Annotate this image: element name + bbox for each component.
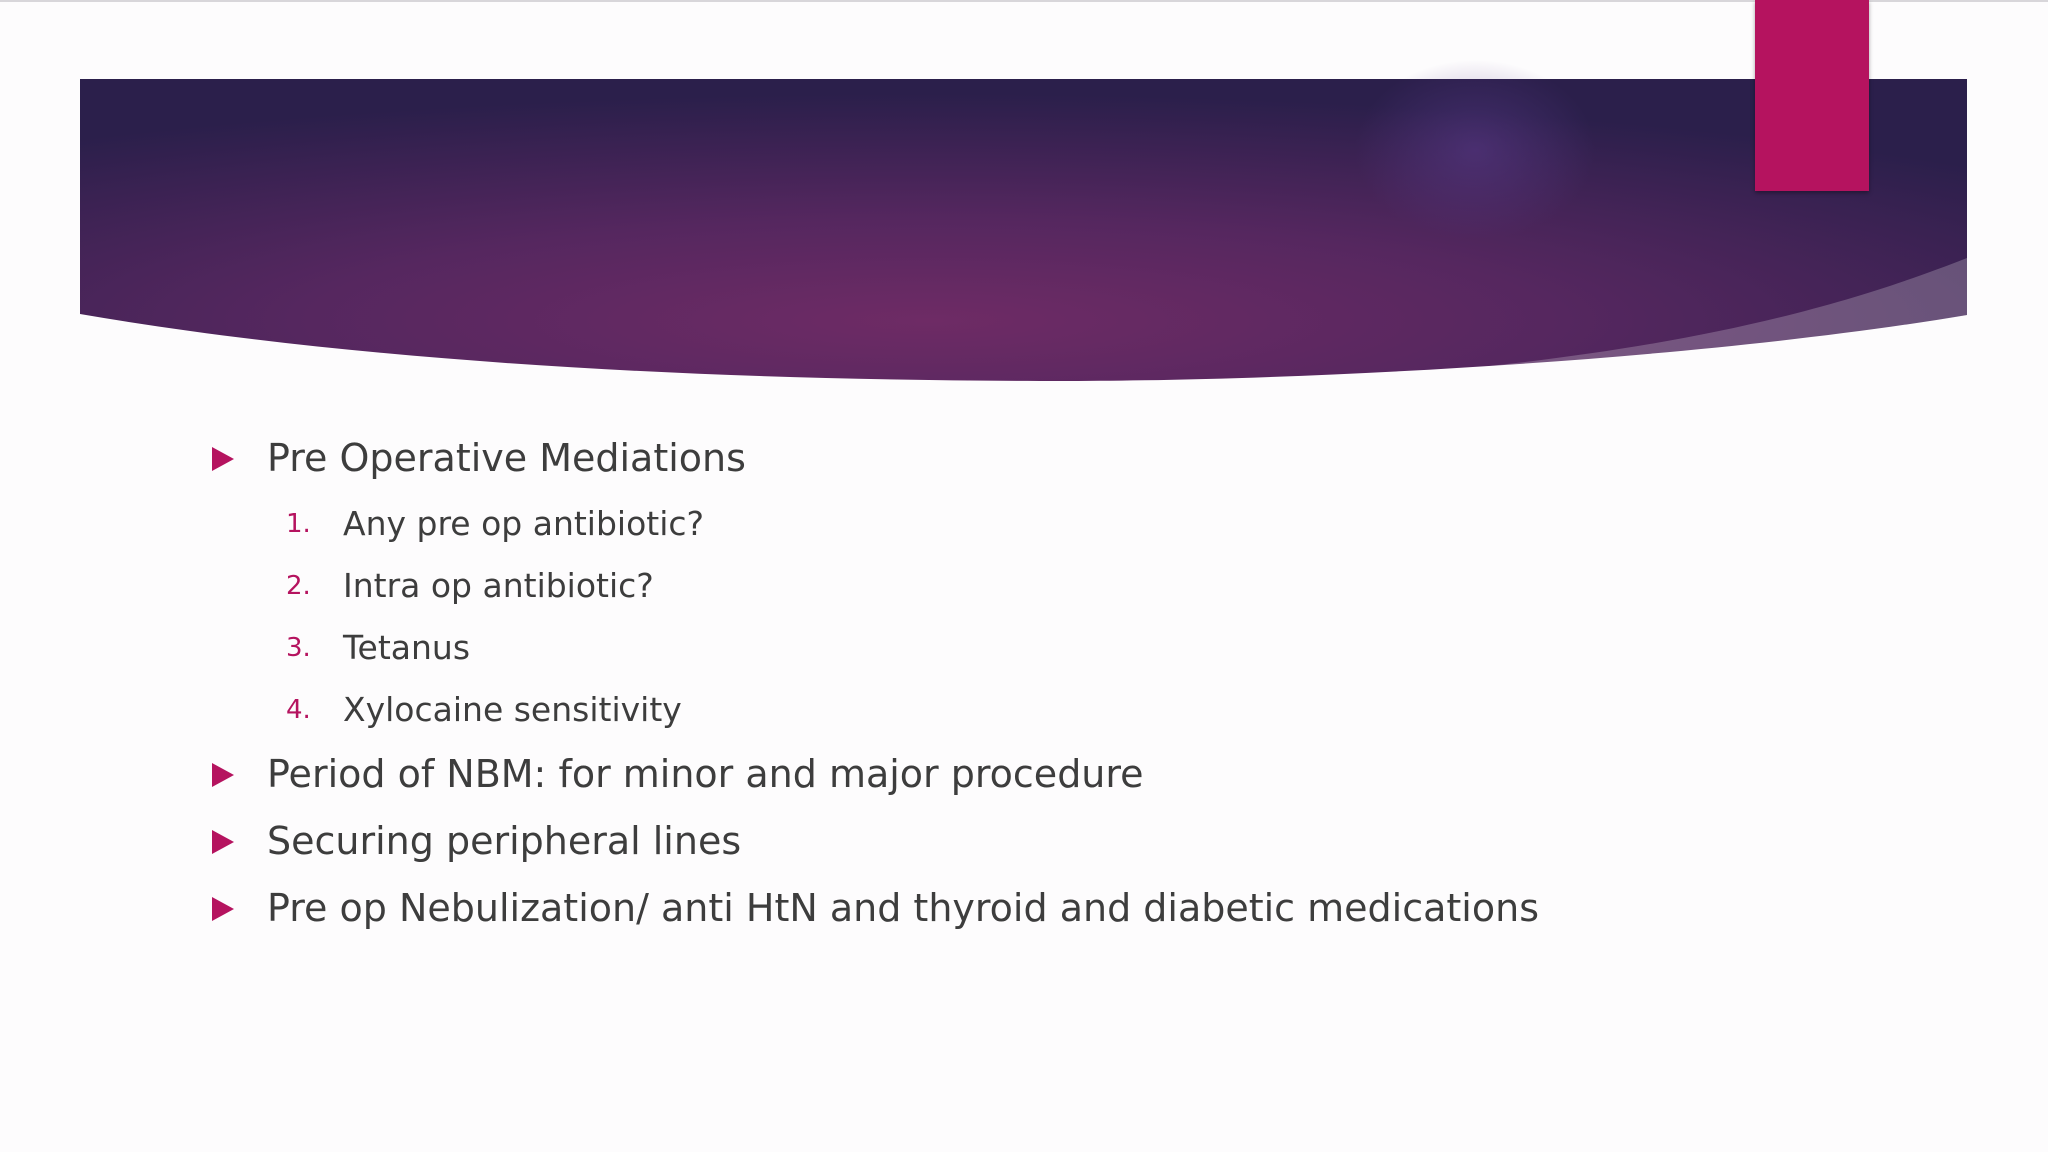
bullet-text: Pre op Nebulization/ anti HtN and thyroid and diabetic medications [267,886,1539,930]
item-text: Xylocaine sensitivity [343,690,682,729]
item-text: Any pre op antibiotic? [343,504,705,543]
bullet-text: Pre Operative Mediations [267,436,746,480]
item-text: Tetanus [343,628,471,667]
bullet-arrow-icon [212,830,234,854]
bullet-text: Period of NBM: for minor and major procedure [267,752,1144,796]
bullet-arrow-icon [212,763,234,787]
bullet-text: Securing peripheral lines [267,819,742,863]
item-number: 1. [286,509,311,539]
item-text: Intra op antibiotic? [343,566,654,605]
bullet-arrow-icon [212,897,234,921]
item-number: 4. [286,695,311,725]
item-number: 3. [286,633,311,663]
item-number: 2. [286,571,311,601]
bullet-arrow-icon [212,447,234,471]
